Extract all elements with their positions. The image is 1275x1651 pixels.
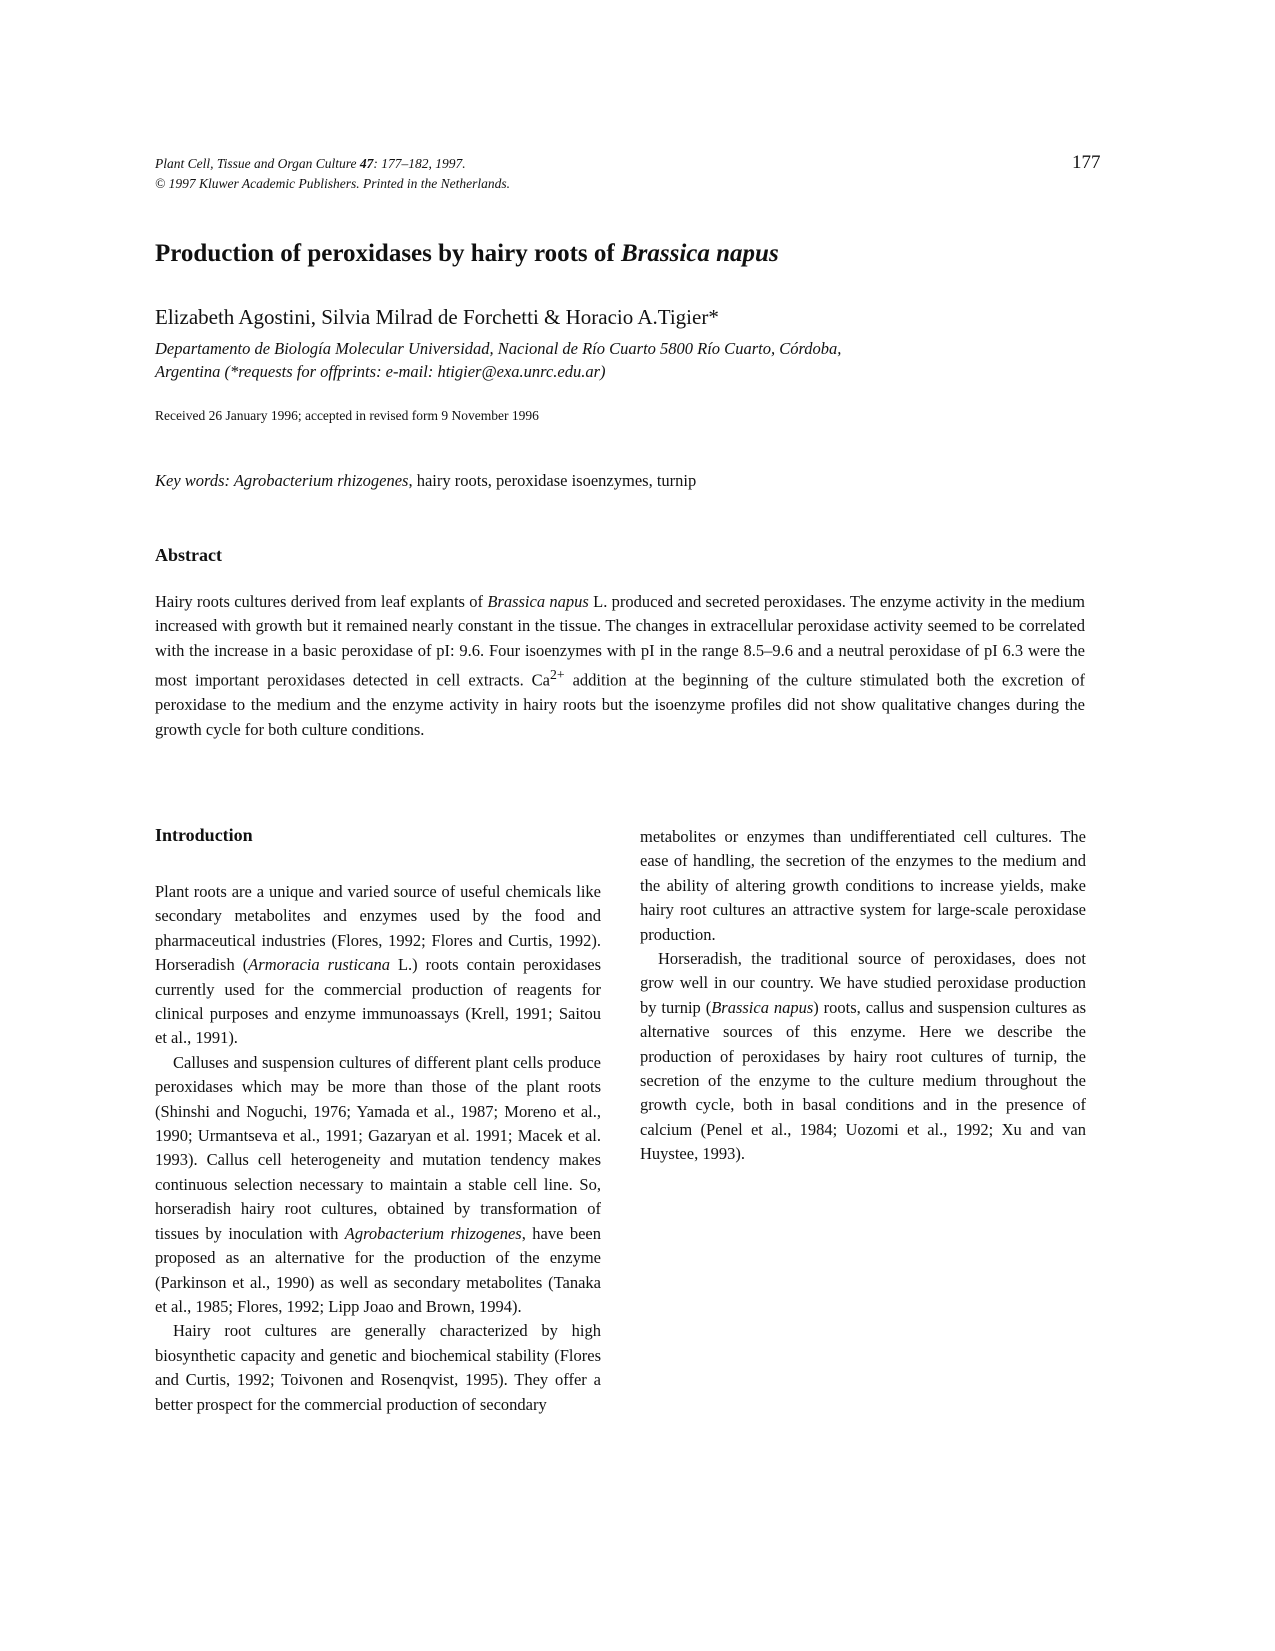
affiliation bbox=[155, 337, 1075, 383]
journal-pages: : 177–182, 1997. bbox=[373, 156, 466, 171]
intro-p4-a: Horseradish, the traditional source of peroxidases, does not grow well in our country. We have studied peroxidase production by turnip ( bbox=[640, 949, 1086, 1017]
journal-citation bbox=[155, 154, 510, 194]
intro-p3-text: Hairy root cultures are generally characterized by high biosynthetic capacity and genetic and biochemical stability (Flores and Curtis, 1992; Toivonen and Rosenqvist, 1995). They offer a better prospect for the commercial production of secondary bbox=[155, 1321, 601, 1414]
intro-p1-b: L.) roots contain peroxidases currently used for the commercial production of reagents for clinical purposes and enzyme immunoassays (Krell, 1991; Saitou et al., 1991). bbox=[155, 955, 601, 1048]
intro-p2-b: , have been proposed as an alternative for the production of the enzyme (Parkinson et al., 1990) as well as secondary metabolites (Tanaka et al., 1985; Flores, 1992; Lipp Joao and Brown, 1994). bbox=[155, 1223, 601, 1316]
intro-paragraph-2 bbox=[155, 1051, 601, 1319]
intro-p2-a: Calluses and suspension cultures of different plant cells produce peroxidases which may be more than those of the plant roots (Shinshi and Noguchi, 1976; Yamada et al., 1987; Moreno et al., 1990; Urmantseva et al., 1991; Gazaryan et al. 1991; Macek et al. 1993). Callus cell heterogeneity and mutation tendency makes continuous selection necessary to maintain a stable cell line. So, horseradish hairy root cultures, obtained by transformation of tissues by inoculation with bbox=[155, 1052, 601, 1243]
abstract-text bbox=[155, 590, 1085, 742]
keywords-rest: , hairy roots, peroxidase isoenzymes, turnip bbox=[408, 471, 697, 490]
introduction-heading: Introduction bbox=[155, 825, 253, 845]
abstract-species: Brassica napus bbox=[487, 592, 589, 611]
abstract-heading: Abstract bbox=[155, 545, 222, 565]
affiliation-line-2: Argentina (*requests for offprints: e-mail: htigier@exa.unrc.edu.ar) bbox=[155, 362, 606, 381]
keywords-label: Key words: bbox=[155, 471, 234, 490]
title-main: Production of peroxidases by hairy roots of bbox=[155, 240, 621, 267]
journal-copyright: © 1997 Kluwer Academic Publishers. Printed in the Netherlands. bbox=[155, 176, 510, 191]
keywords-species: Agrobacterium rhizogenes bbox=[233, 471, 409, 490]
abstract-part-2: L. produced and secreted peroxidases. The enzyme activity in the medium increased with growth but it remained nearly constant in the tissue. The changes in extracellular peroxidase activity seemed to be correlated with the increase in a basic peroxidase of pI: 9.6. Four isoenzymes with pI in the range 8.5–9.6 and a neutral peroxidase of pI 6.3 were the most important peroxidases detected in cell extracts. Ca bbox=[155, 592, 1086, 690]
intro-paragraph-1 bbox=[155, 880, 601, 1051]
left-column bbox=[155, 880, 601, 1417]
intro-p1-species: Armoracia rusticana bbox=[248, 955, 390, 975]
journal-title: Plant Cell, Tissue and Organ Culture bbox=[155, 156, 357, 171]
right-column bbox=[640, 825, 1086, 1167]
intro-paragraph-3-continued: metabolites or enzymes than undifferentiated cell cultures. The ease of handling, the secretion of the enzymes to the medium and the ability of altering growth conditions to increase yields, make hairy root cultures an attractive system for large-scale peroxidase production. bbox=[640, 827, 1086, 944]
abstract-part-3: addition at the beginning of the culture stimulated both the excretion of peroxidase to the medium and the enzyme activity in hairy roots but the isoenzyme profiles did not show qualitative changes during the growth cycle for both culture conditions. bbox=[155, 670, 1085, 739]
page-number: 177 bbox=[1072, 152, 1101, 173]
journal-volume: 47 bbox=[359, 156, 374, 171]
intro-p2-species: Agrobacterium rhizogenes bbox=[344, 1223, 522, 1243]
title-species: Brassica napus bbox=[621, 240, 779, 267]
journal-line-1 bbox=[155, 154, 510, 174]
article-title bbox=[155, 240, 779, 268]
intro-p4-species: Brassica napus bbox=[711, 997, 814, 1017]
author-list: Elizabeth Agostini, Silvia Milrad de Forchetti & Horacio A.Tigier* bbox=[155, 305, 719, 329]
keywords bbox=[155, 471, 696, 491]
affiliation-line-1: Departamento de Biología Molecular Universidad, Nacional de Río Cuarto 5800 Río Cuarto, Córdoba, bbox=[155, 339, 842, 358]
abstract-part-1: Hairy roots cultures derived from leaf explants of bbox=[155, 592, 488, 611]
intro-paragraph-4 bbox=[640, 947, 1086, 1167]
abstract-superscript: 2+ bbox=[550, 667, 565, 683]
intro-p4-b: ) roots, callus and suspension cultures as alternative sources of this enzyme. Here we describe the production of peroxidases by hairy root cultures of turnip, the secretion of the enzyme to the culture medium throughout the growth cycle, both in basal conditions and in the presence of calcium (Penel et al., 1984; Uozomi et al., 1992; Xu and van Huystee, 1993). bbox=[640, 997, 1086, 1164]
intro-paragraph-3 bbox=[155, 1319, 601, 1417]
received-dates: Received 26 January 1996; accepted in revised form 9 November 1996 bbox=[155, 408, 539, 423]
intro-p1-a: Plant roots are a unique and varied source of useful chemicals like secondary metabolites and enzymes used by the food and pharmaceutical industries (Flores, 1992; Flores and Curtis, 1992). Horseradish ( bbox=[155, 882, 601, 975]
